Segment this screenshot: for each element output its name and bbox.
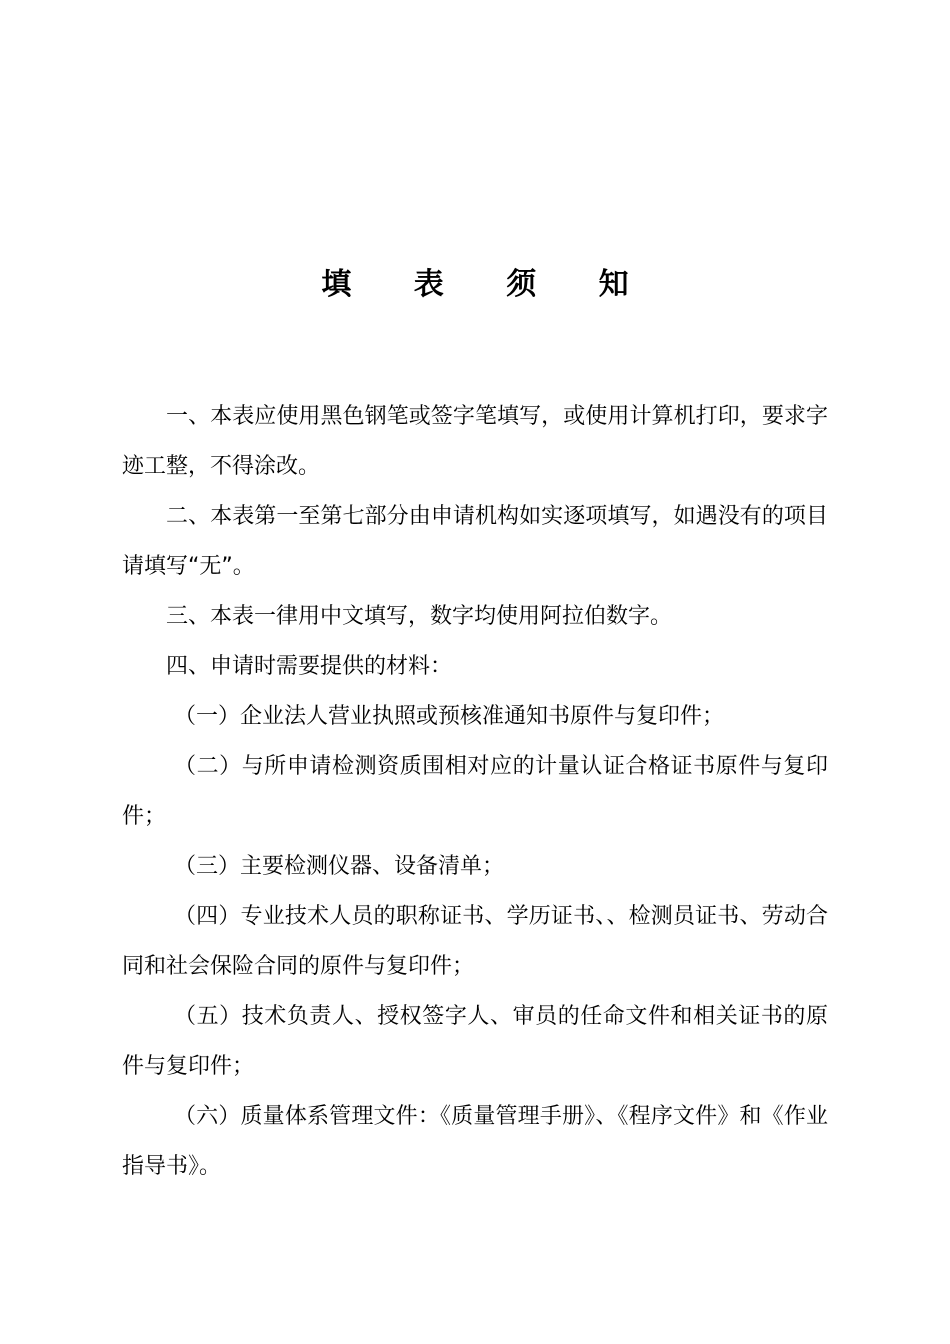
material-item-5: （五）技术负责人、授权签字人、审员的任命文件和相关证书的原件与复印件； xyxy=(122,1004,828,1079)
material-item-6: （六）质量体系管理文件：《质量管理手册》、《程序文件》和《作业指导书》。 xyxy=(122,1104,828,1179)
instructions-body xyxy=(122,392,828,1192)
material-item-4: （四）专业技术人员的职称证书、学历证书、、检测员证书、劳动合同和社会保险合同的原件与复印件； xyxy=(122,904,828,979)
instruction-item-4: 四、申请时需要提供的材料： xyxy=(166,654,453,679)
instruction-item-2: 二、本表第一至第七部分由申请机构如实逐项填写，如遇没有的项目请填写“无”。 xyxy=(122,504,828,579)
instruction-item-3: 三、本表一律用中文填写，数字均使用阿拉伯数字。 xyxy=(166,604,673,629)
material-item-1: （一）企业法人营业执照或预核准通知书原件与复印件； xyxy=(174,704,725,729)
material-item-3: （三）主要检测仪器、设备清单； xyxy=(174,854,505,879)
instruction-item-1: 一、本表应使用黑色钢笔或签字笔填写，或使用计算机打印，要求字迹工整，不得涂改。 xyxy=(122,404,828,479)
material-item-2: （二）与所申请检测资质围相对应的计量认证合格证书原件与复印件； xyxy=(122,754,828,829)
page-title: 填 表 须 知 xyxy=(321,267,655,302)
